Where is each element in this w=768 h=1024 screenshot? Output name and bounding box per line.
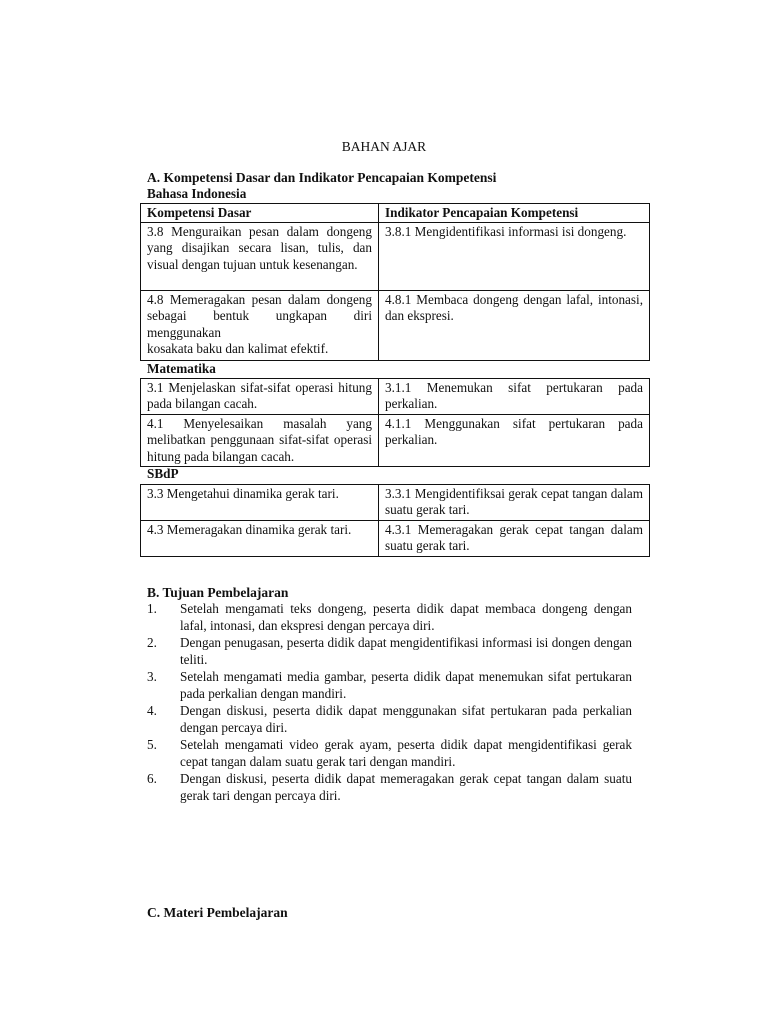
list-text: Dengan diskusi, peserta didik dapat memeragakan gerak cepat tangan dalam suatu gerak tari dengan percaya diri. xyxy=(180,771,632,803)
list-number: 6. xyxy=(147,771,157,786)
subject-sbdp: SBdP xyxy=(147,466,179,481)
list-text: Setelah mengamati video gerak ayam, peserta didik dapat mengidentifikasi gerak cepat tangan dalam suatu gerak tari dengan mandiri. xyxy=(180,737,632,769)
list-item xyxy=(147,737,632,770)
kd-cell: 3.1 Menjelaskan sifat-sifat operasi hitung pada bilangan cacah. xyxy=(141,379,379,415)
page-title: BAHAN AJAR xyxy=(341,139,427,154)
ipk-cell: 3.3.1 Mengidentifiksai gerak cepat tangan dalam suatu gerak tari. xyxy=(379,485,650,521)
list-number: 4. xyxy=(147,703,157,718)
list-number: 3. xyxy=(147,669,157,684)
kd-text: 4.8 Memeragakan pesan dalam dongeng sebagai bentuk ungkapan diri menggunakan xyxy=(147,292,372,340)
objectives-list xyxy=(147,601,632,805)
header-ipk: Indikator Pencapaian Kompetensi xyxy=(379,204,650,223)
list-text: Dengan diskusi, peserta didik dapat menggunakan sifat pertukaran pada perkalian dengan percaya diri. xyxy=(180,703,632,735)
list-item xyxy=(147,669,632,702)
list-number: 5. xyxy=(147,737,157,752)
table-bahasa-indonesia xyxy=(140,203,650,361)
subject-matematika: Matematika xyxy=(147,361,216,376)
list-number: 1. xyxy=(147,601,157,616)
subject-bahasa-indonesia: Bahasa Indonesia xyxy=(147,186,247,201)
section-a-heading: A. Kompetensi Dasar dan Indikator Pencapaian Kompetensi xyxy=(147,170,497,185)
list-item xyxy=(147,771,632,804)
section-b-heading: B. Tujuan Pembelajaran xyxy=(147,585,289,600)
list-item xyxy=(147,601,632,634)
kd-cell: 3.8 Menguraikan pesan dalam dongeng yang disajikan secara lisan, tulis, dan visual dengan tujuan untuk kesenangan. xyxy=(141,223,379,291)
table-header-row xyxy=(141,204,650,223)
kd-cell: 3.3 Mengetahui dinamika gerak tari. xyxy=(141,485,379,521)
ipk-cell: 3.1.1 Menemukan sifat pertukaran pada perkalian. xyxy=(379,379,650,415)
table-matematika xyxy=(140,378,650,467)
kd-text-extra: kosakata baku dan kalimat efektif. xyxy=(147,341,329,357)
ipk-cell: 4.1.1 Menggunakan sifat pertukaran pada perkalian. xyxy=(379,414,650,466)
table-row xyxy=(141,379,650,415)
list-text: Setelah mengamati media gambar, peserta didik dapat menemukan sifat pertukaran pada perkalian dengan mandiri. xyxy=(180,669,632,701)
list-text: Dengan penugasan, peserta didik dapat mengidentifikasi informasi isi dongen dengan teliti. xyxy=(180,635,632,667)
table-row xyxy=(141,291,650,361)
ipk-cell: 4.3.1 Memeragakan gerak cepat tangan dalam suatu gerak tari. xyxy=(379,520,650,556)
table-sbdp xyxy=(140,484,650,557)
list-text: Setelah mengamati teks dongeng, peserta didik dapat membaca dongeng dengan lafal, intonasi, dan ekspresi dengan percaya diri. xyxy=(180,601,632,633)
list-item xyxy=(147,703,632,736)
kd-cell xyxy=(141,291,379,361)
kd-cell: 4.1 Menyelesaikan masalah yang melibatkan penggunaan sifat-sifat operasi hitung pada bilangan cacah. xyxy=(141,414,379,466)
list-number: 2. xyxy=(147,635,157,650)
table-row xyxy=(141,223,650,291)
table-row xyxy=(141,485,650,521)
kd-cell: 4.3 Memeragakan dinamika gerak tari. xyxy=(141,520,379,556)
table-row xyxy=(141,414,650,466)
ipk-cell: 4.8.1 Membaca dongeng dengan lafal, intonasi, dan ekspresi. xyxy=(379,291,650,361)
header-kd: Kompetensi Dasar xyxy=(141,204,379,223)
list-item xyxy=(147,635,632,668)
ipk-cell: 3.8.1 Mengidentifikasi informasi isi dongeng. xyxy=(379,223,650,291)
table-row xyxy=(141,520,650,556)
section-c-heading: C. Materi Pembelajaran xyxy=(147,905,288,920)
